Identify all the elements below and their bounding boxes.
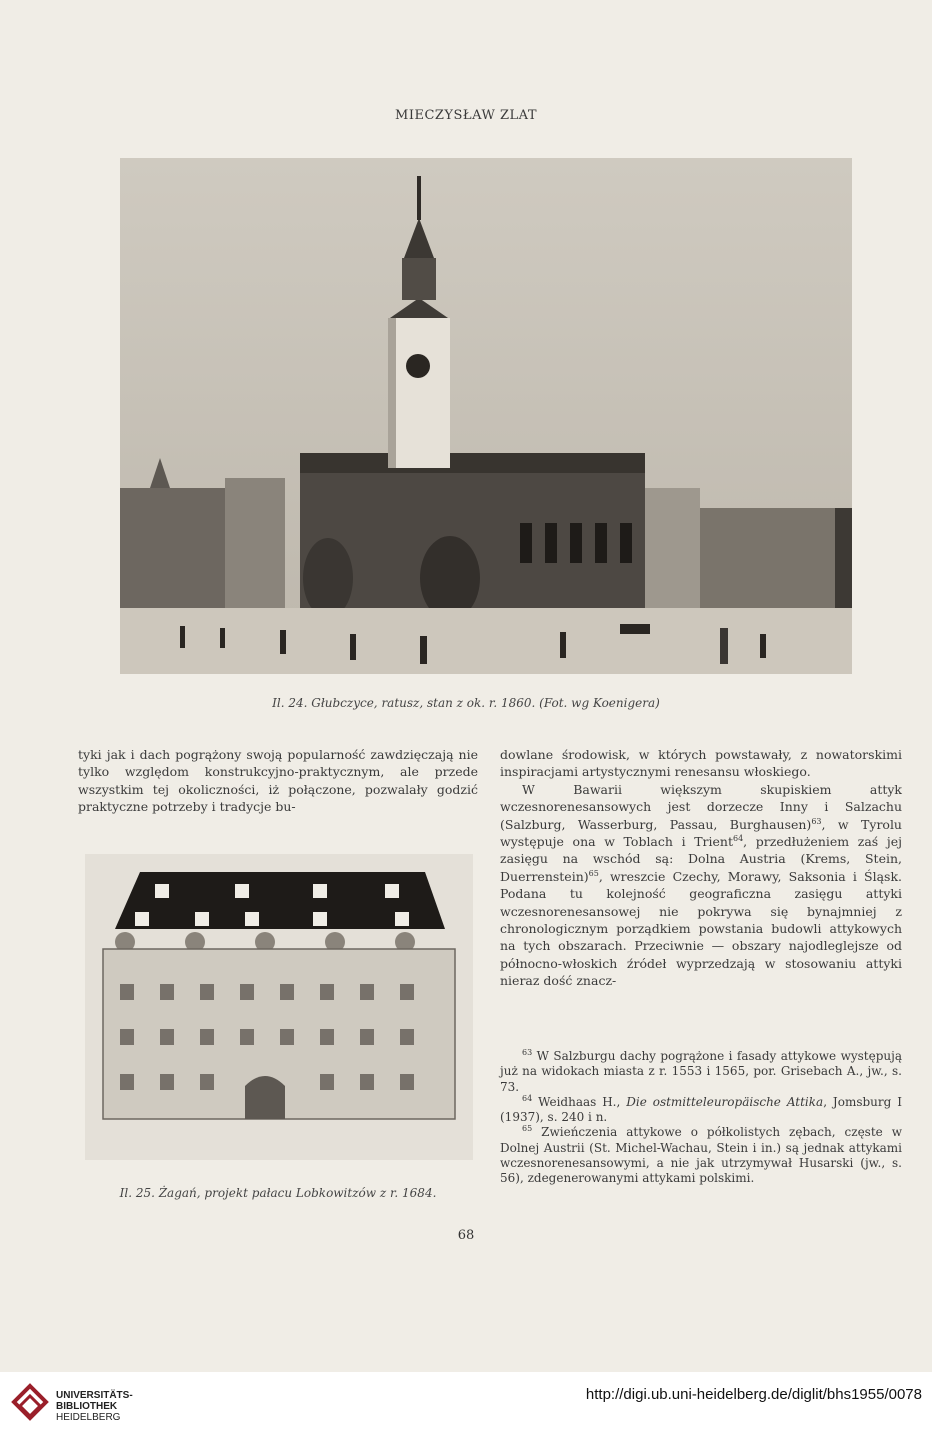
- footnote-number: 65: [522, 1124, 533, 1134]
- figure-25-caption: Il. 25. Żagań, projekt pałacu Lobkowitzów z r. 1684.: [119, 1186, 437, 1200]
- footnote-65: [500, 1125, 902, 1186]
- footnote-ref-64: 64: [732, 833, 744, 843]
- palace-drawing: [85, 854, 473, 1160]
- footnote-title: Die ostmitteleuropäische Attika: [626, 1094, 824, 1109]
- page-number: 68: [457, 1228, 475, 1243]
- right-paragraph-2: [500, 781, 902, 990]
- library-name-line-3: HEIDELBERG: [56, 1412, 121, 1423]
- footnote-64: [500, 1095, 902, 1126]
- footnote-63: [500, 1049, 902, 1095]
- figure-24-caption: Il. 24. Głubczyce, ratusz, stan z ok. r. 1860. (Fot. wg Koenigera): [272, 696, 660, 710]
- para2-part-a: W Bawarii większym skupiskiem attyk wczesnorenesansowych jest dorzecze Inny i Salzachu (Salzburg, Wasserburg, Passau, Burghausen): [500, 781, 902, 832]
- footnote-text: Weidhaas H.,: [532, 1094, 627, 1109]
- running-title: MIECZYSŁAW ZLAT: [395, 108, 537, 123]
- footnote-text: Zwieńczenia attykowe o półkolistych zębach, częste w Dolnej Austrii (St. Michel-Wachau, Stein i in.) są jednak attykami wczesnorenesansowymi, a nie jak utrzymywał Husarski (jw., s. 56), zdegenerowanymi attykami polskimi.: [500, 1125, 902, 1186]
- footnote-ref-65: 65: [588, 868, 599, 878]
- left-column-text: tyki jak i dach pogrążony swoją popularność zawdzięczają nie tylko względom konstrukcyjno-praktycznym, ale przede wszystkim tej okoliczności, iż połączone, pozwalały godzić praktyczne potrzeby i tradycje bu-: [78, 747, 478, 815]
- town-hall-photograph: [120, 158, 852, 674]
- heidelberg-library-logo-icon: [10, 1382, 50, 1430]
- para2-part-c: , przedłużeniem zaś jej zasięgu na wschód są: Dolna Austria (Krems, Stein, Duerrenstein): [500, 834, 902, 884]
- footnote-text: , Jomsburg I (1937), s. 240 i n.: [500, 1094, 902, 1125]
- footnotes: [500, 1049, 902, 1187]
- permalink-url[interactable]: http://digi.ub.uni-heidelberg.de/diglit/bhs1955/0078: [585, 1386, 922, 1403]
- right-paragraph-1: dowlane środowisk, w których powstawały, z nowatorskimi inspiracjami artystycznymi renesansu włoskiego.: [500, 747, 902, 780]
- library-name: [56, 1390, 133, 1423]
- viewer-footer: [0, 1372, 932, 1440]
- para2-part-d: , wreszcie Czechy, Morawy, Saksonia i Śląsk. Podana tu kolejność geograficzna zasięgu attyki wczesnorenesansowej nie pokrywa się bynajmniej z chronologicznym porządkiem powstania budowli attykowych na tych obszarach. Przeciwnie — obszary najodleglejsze od północno-włoskich źródeł wyprzedzają w stosowaniu attyki nieraz dość znacz-: [500, 868, 902, 989]
- footnote-number: 63: [522, 1048, 533, 1057]
- library-name-line-2: BIBLIOTHEK: [56, 1401, 118, 1412]
- right-column: [500, 746, 902, 990]
- para2-part-b: , w Tyrolu występuje ona w Toblach i Trient: [500, 816, 902, 850]
- footnote-text: W Salzburgu dachy pogrążone i fasady attykowe występują już na widokach miasta z r. 1553 i 1565, por. Grisebach A., jw., s. 73.: [500, 1049, 902, 1094]
- left-column: [78, 746, 478, 816]
- footnote-ref-63: 63: [811, 816, 822, 826]
- footnote-number: 64: [522, 1093, 533, 1103]
- library-name-line-1: UNIVERSITÄTS-: [56, 1390, 133, 1401]
